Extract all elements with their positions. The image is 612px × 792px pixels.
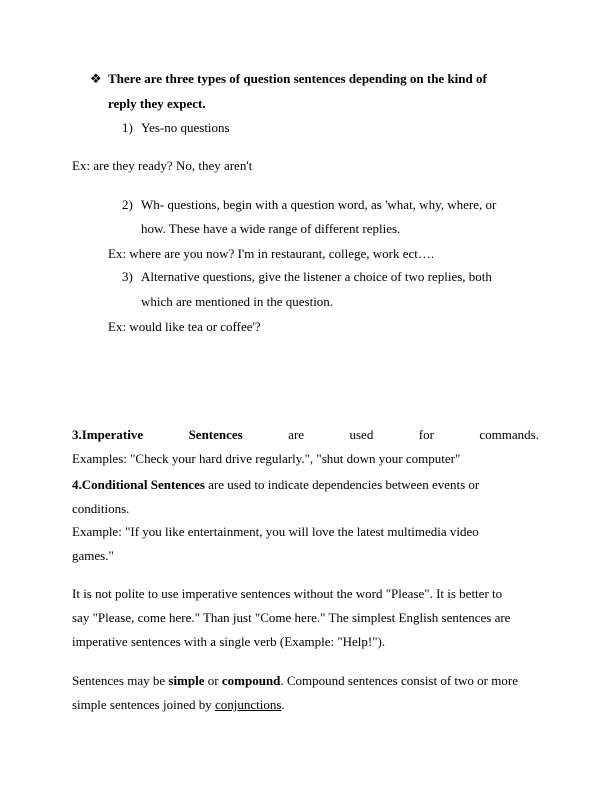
conditional-line-1: 4.Conditional Sentences are used to indicate dependencies between events or <box>72 477 480 492</box>
imperative-word-3: for <box>418 427 434 442</box>
q2-number: 2) <box>122 197 133 212</box>
conditional-line-2: conditions. <box>72 501 130 516</box>
example-3: Ex: would like tea or coffee'? <box>108 319 261 334</box>
imperative-word-2: used <box>349 427 374 442</box>
q3-line-1: Alternative questions, give the listener a choice of two replies, both <box>141 269 492 284</box>
example-1: Ex: are they ready? No, they aren't <box>72 158 253 173</box>
conjunctions-term: conjunctions <box>214 697 282 712</box>
diamond-bullet-icon: ❖ <box>90 71 102 86</box>
imperative-word-1: are <box>288 427 305 442</box>
q1-text: Yes-no questions <box>141 120 230 135</box>
polite-line-1: It is not polite to use imperative sentences without the word "Please". It is better to <box>72 586 503 601</box>
polite-line-2: say "Please, come here." Than just "Come here." The simplest English sentences are <box>72 610 511 625</box>
conditional-example-line-2: games." <box>72 548 114 563</box>
imperative-examples: Examples: "Check your hard drive regularly.", "shut down your computer" <box>72 451 461 466</box>
imperative-title: 3.Imperative <box>72 427 144 442</box>
imperative-title-word-2: Sentences <box>188 427 243 442</box>
conditional-example-line-1: Example: "If you like entertainment, you will love the latest multimedia video <box>72 524 479 539</box>
imperative-word-4: commands. <box>479 427 539 442</box>
q1-number: 1) <box>122 120 133 135</box>
imperative-heading-line <box>72 427 539 443</box>
intro-line-2: reply they expect. <box>108 96 206 111</box>
intro-line-1: There are three types of question sentences depending on the kind of <box>108 71 487 86</box>
conditional-title: 4.Conditional Sentences <box>72 477 205 492</box>
compound-line-2: simple sentences joined by conjunctions. <box>72 697 285 712</box>
simple-term: simple <box>168 673 205 688</box>
q3-number: 3) <box>122 269 133 284</box>
q3-line-2: which are mentioned in the question. <box>141 294 334 309</box>
example-2: Ex: where are you now? I'm in restaurant, college, work ect…. <box>108 246 435 261</box>
q2-line-1: Wh- questions, begin with a question word, as 'what, why, where, or <box>141 197 497 212</box>
polite-line-3: imperative sentences with a single verb (Example: "Help!"). <box>72 634 386 649</box>
compound-term: compound <box>221 673 281 688</box>
compound-line-1: Sentences may be simple or compound. Compound sentences consist of two or more <box>72 673 518 688</box>
q2-line-2: how. These have a wide range of different replies. <box>141 221 401 236</box>
